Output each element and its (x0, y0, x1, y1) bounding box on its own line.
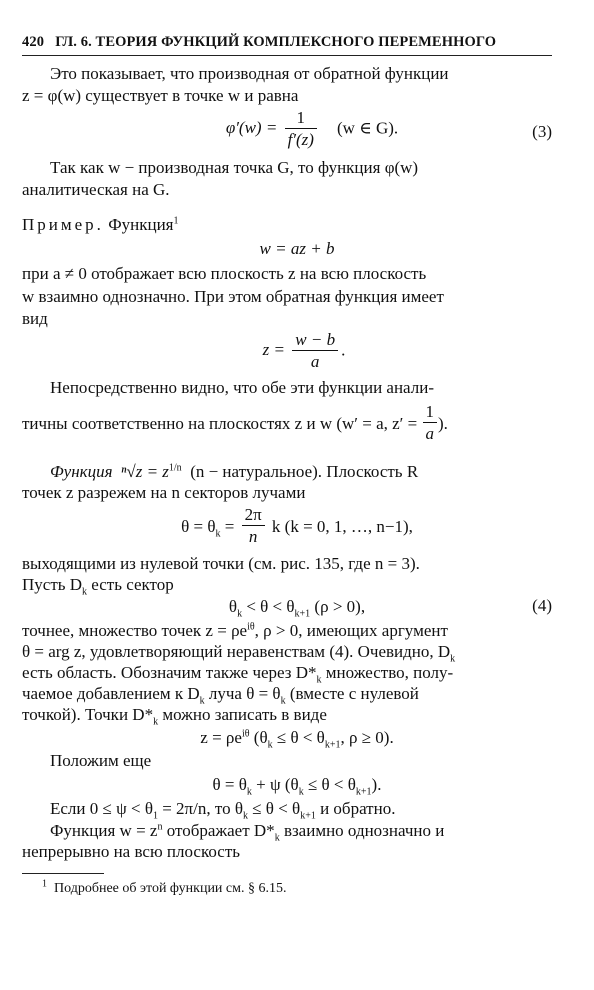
eq-condition: (w ∈ G). (336, 118, 399, 138)
paragraph-line: Непосредственно видно, что обе эти функции анали- (50, 378, 434, 397)
eq-fraction: $\frac{2\pi}{n}$ (242, 505, 265, 548)
fraction-numerator: w − b (292, 330, 338, 351)
paragraph-line: тичны соответственно на плоскостях z и w (w′ = a, z′ = $\frac{1}{a}$ ). (22, 402, 448, 443)
eq-lhs: φ′(w) = (225, 118, 278, 138)
paragraph-line: есть область. Обозначим также через $D*_k$ множество, полу- (22, 663, 454, 686)
paragraph-line: z = φ(w) существует в точке w и равна (22, 86, 299, 105)
paragraph-line: точек z разрежем на n секторов лучами (22, 483, 306, 502)
paragraph-line: Положим еще (50, 751, 152, 770)
paragraph-line: аналитическая на G. (22, 180, 170, 199)
equation-linear: w = az + b (259, 239, 335, 258)
eq-fraction (292, 330, 338, 373)
paragraph-line: выходящими из нулевой точки (см. рис. 135, где n = 3). (22, 554, 420, 573)
fraction-denominator: a (310, 352, 320, 371)
equation-number: (3) (532, 122, 552, 141)
paragraph-line: точкой). Точки $D*_k$ можно записать в виде (22, 705, 327, 728)
footnote-rule (22, 873, 104, 874)
paragraph-line: при a ≠ 0 отображает всю плоскость z на всю плоскость (22, 264, 427, 283)
equation-theta: $\theta = \theta_k$ = $\frac{2\pi}{n}$ k (k = 0, 1, …, n−1), (181, 505, 413, 546)
paragraph-line: чаемое добавлением к $D_k$ луча $\theta = \theta_k$ (вместе с нулевой (22, 684, 419, 707)
footnote-mark: 1 (42, 878, 47, 890)
fraction-denominator: f′(z) (287, 130, 314, 149)
example-text: Функция (108, 215, 174, 234)
paragraph-line: Функция $w = z^n$ отображает $D*_k$ взаимно однозначно и (50, 821, 445, 844)
example-label: Пример. (22, 215, 104, 234)
paragraph-line: Пусть $D_k$ есть сектор (22, 575, 174, 598)
paragraph-line: Это показывает, что производная от обратной функции (50, 64, 449, 83)
page-number: 420 (22, 34, 45, 50)
paragraph-line: w взаимно однозначно. При этом обратная функция имеет (22, 287, 444, 306)
equation-4: $\theta_k < \theta < \theta_{k+1}$ (ρ > 0), (228, 597, 366, 620)
paragraph-line: Функция $^n√z = z^{1/n}$ (n − натуральное). Плоскость R (50, 462, 419, 481)
paragraph-line: Так как w − производная точка G, то функция φ(w) (50, 158, 419, 177)
footnote (42, 878, 287, 897)
inline-fraction: $\frac{1}{a}$ (423, 402, 438, 445)
paragraph-line: непрерывно на всю плоскость (22, 842, 240, 861)
eq-fraction (285, 108, 317, 151)
equation-inverse: z = $\frac{w - b}{a}$ . (262, 330, 346, 371)
equation-number: (4) (532, 596, 552, 615)
equation-psi: $\theta = \theta_k + \psi$ $(\theta_k \le \theta < \theta_{k+1})$. (212, 775, 382, 798)
footnote-text: Подробнее об этой функции см. § 6.15. (54, 881, 287, 896)
equation-polar: $z = \rho e^{i\theta}$ ($\theta_k \le \theta < \theta_{k+1}$, ρ ≥ 0). (200, 728, 394, 751)
paragraph-line: вид (22, 309, 48, 328)
fraction-numerator: 1 (285, 108, 317, 129)
paragraph-line: θ = arg z, удовлетворяющий неравенствам (4). Очевидно, $D_k$ (22, 642, 456, 665)
paragraph-line: Если $0 \le \psi < \theta_1 = 2\pi/n$, то $\theta_k \le \theta < \theta_{k+1}$ и обратно. (50, 799, 396, 822)
running-title: ГЛ. 6. ТЕОРИЯ ФУНКЦИЙ КОМПЛЕКСНОГО ПЕРЕМЕННОГО (55, 34, 497, 50)
header-rule (22, 55, 552, 56)
example-heading: Пример. Функция$^1$ (22, 215, 179, 234)
equation-3 (0, 108, 594, 156)
running-header (22, 32, 552, 53)
paragraph-line: точнее, множество точек $z = \rho e^{i\theta}$, ρ > 0, имеющих аргумент (22, 621, 448, 640)
